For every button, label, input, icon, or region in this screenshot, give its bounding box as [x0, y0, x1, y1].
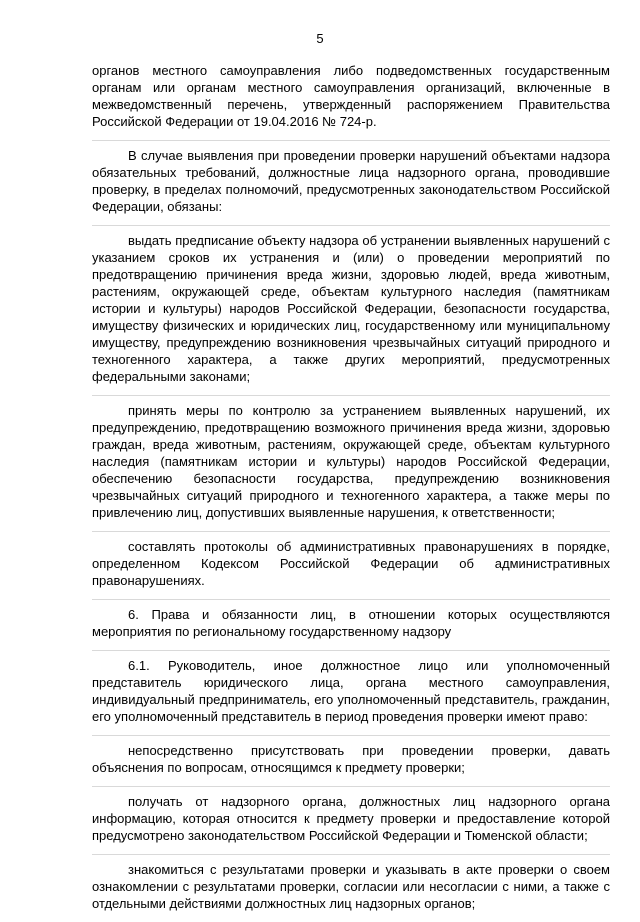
- paragraph-separator: [92, 225, 610, 226]
- paragraph-separator: [92, 140, 610, 141]
- paragraph: непосредственно присутствовать при проведении проверки, давать объяснения по вопросам, относящимся к предмету проверки;: [92, 743, 610, 775]
- paragraph: В случае выявления при проведении проверки нарушений объектами надзора обязательных требований, должностные лица надзорного органа, проводившие проверку, в пределах полномочий, предусмотренных законодательством Российской Федерации, обязаны:: [92, 148, 610, 214]
- page-number: 5: [316, 31, 324, 46]
- paragraph: знакомиться с результатами проверки и указывать в акте проверки о своем ознакомлении с результатами проверки, согласии или несогласии с ними, а также с отдельными действиями должностных лиц надзорных органов;: [92, 862, 610, 911]
- paragraph-separator: [92, 531, 610, 532]
- paragraph-separator: [92, 395, 610, 396]
- paragraph: выдать предписание объекту надзора об устранении выявленных нарушений с указанием сроков их устранения и (или) о проведении мероприятий по предотвращению причинения вреда жизни, здоровью людей, вреда животным, растениям, окружающей среде, объектам культурного наследия (памятникам истории и культуры) народов Российской Федерации, безопасности государства, имуществу физических и юридических лиц, государственному или муниципальному имуществу, предупреждению возникновения чрезвычайных ситуаций природного и техногенного характера, а также других мероприятий, предусмотренных федеральными законами;: [92, 233, 610, 384]
- paragraph: получать от надзорного органа, должностных лиц надзорного органа информацию, которая относится к предмету проверки и предоставление которой предусмотрено законодательством Российской Федерации и Тюменской области;: [92, 794, 610, 843]
- paragraph-separator: [92, 786, 610, 787]
- paragraph: 6.1. Руководитель, иное должностное лицо или уполномоченный представитель юридического лица, органа местного самоуправления, индивидуальный предприниматель, его уполномоченный представитель, гражданин, его уполномоченный представитель в период проведения проверки имеют право:: [92, 658, 610, 724]
- paragraph-separator: [92, 650, 610, 651]
- paragraph: составлять протоколы об административных правонарушениях в порядке, определенном Кодексом Российской Федерации об административных правонарушениях.: [92, 539, 610, 588]
- paragraph-separator: [92, 735, 610, 736]
- paragraph: принять меры по контролю за устранением выявленных нарушений, их предупреждению, предотвращению возможного причинения вреда жизни, здоровью граждан, вреда животным, растениям, окружающей среде, объектам культурного наследия (памятникам истории и культуры) народов Российской Федерации, обеспечению безопасности государства, предупреждению возникновения чрезвычайных ситуаций природного и техногенного характера, а также меры по привлечению лиц, допустивших выявленные нарушения, к ответственности;: [92, 403, 610, 520]
- section-heading: 6. Права и обязанности лиц, в отношении которых осуществляются мероприятия по региональному государственному надзору: [92, 607, 610, 639]
- paragraph-continuation: органов местного самоуправления либо подведомственных государственным органам или органам местного самоуправления организаций, включенные в межведомственный перечень, утвержденный распоряжением Правительства Российской Федерации от 19.04.2016 № 724-р.: [92, 63, 610, 129]
- paragraph-separator: [92, 599, 610, 600]
- document-body: [92, 62, 610, 922]
- paragraph-separator: [92, 854, 610, 855]
